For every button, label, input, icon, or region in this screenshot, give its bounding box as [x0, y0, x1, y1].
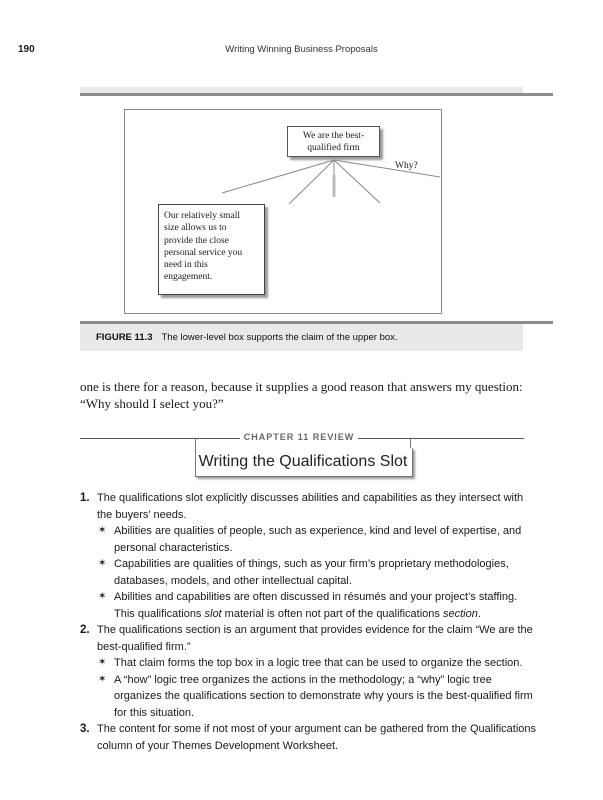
- sub-list-item: [97, 523, 540, 556]
- sub-list-item: [97, 672, 540, 722]
- list-item-number: 1.: [80, 492, 90, 504]
- list-item-text: The qualifications section is an argument that provides evidence for the claim “We are the best-qualified firm.”: [97, 624, 533, 653]
- emphasis-slot: slot: [204, 607, 222, 620]
- body-paragraph: one is there for a reason, because it supplies a good reason that answers my question: “Why should I select you?”: [80, 379, 523, 411]
- figure-top-rule: [80, 93, 553, 96]
- sub-list-text: A “how” logic tree organizes the actions in the methodology; a “why” logic tree organizes the qualifications section to demonstrate why yours is the best-qualified firm for this situation.: [114, 673, 533, 719]
- top-claim-line-1: We are the best-: [302, 131, 365, 141]
- review-box-side-left: [195, 438, 196, 448]
- supporting-line: provide the close: [164, 235, 229, 246]
- supporting-box: [158, 204, 265, 295]
- emphasis-section: section: [442, 607, 478, 620]
- sub-list-item: [97, 589, 540, 622]
- sub-list-text: That claim forms the top box in a logic tree that can be used to organize the section.: [114, 657, 523, 669]
- bullet-icon: ✶: [98, 558, 107, 569]
- running-head: Writing Winning Business Proposals: [225, 44, 378, 55]
- sub-text-part: Abilities and capabilities are often discussed in résumés and your project’s staffing. This qualifications: [114, 591, 518, 620]
- list-item-text: The content for some if not most of your argument can be gathered from the Qualifications column of your Themes Development Worksheet.: [97, 723, 537, 752]
- supporting-line: need in this: [164, 260, 208, 271]
- supporting-line: engagement.: [164, 272, 213, 283]
- list-item: [80, 622, 540, 721]
- sub-text-part: .: [477, 607, 481, 620]
- review-rule-right: [358, 438, 524, 439]
- supporting-line: size allows us to: [164, 223, 227, 234]
- caption-rule: [80, 321, 553, 324]
- list-item: [80, 721, 540, 754]
- figure-caption-label: FIGURE 11.3: [96, 332, 153, 343]
- top-claim-box: [287, 126, 380, 157]
- list-item-number: 2.: [80, 624, 90, 636]
- sub-list-item: [97, 655, 540, 672]
- bullet-icon: ✶: [98, 673, 107, 685]
- list-item-number: 3.: [80, 723, 90, 735]
- sub-list-text: [114, 591, 517, 620]
- sub-list-text: Capabilities are qualities of things, such as your firm’s proprietary methodologies, databases, models, and other intellectual capital.: [114, 558, 509, 587]
- review-title: Writing the Qualifications Slot: [198, 453, 408, 470]
- page-number: 190: [18, 44, 35, 55]
- sub-list-item: [97, 556, 540, 589]
- figure-caption-text: The lower-level box supports the claim of the upper box.: [161, 332, 398, 343]
- top-claim-line-2: qualified firm: [307, 142, 360, 153]
- bullet-icon: ✶: [98, 591, 107, 602]
- bullet-icon: ✶: [98, 657, 107, 668]
- figure-caption: [96, 332, 398, 343]
- list-item: [80, 490, 540, 622]
- sub-list-text: Abilities are qualities of people, such as experience, kind and level of expertise, and personal characteristics.: [114, 525, 522, 554]
- sub-text-part: material is often not part of the qualifications: [221, 607, 443, 620]
- list-item-text: The qualifications slot explicitly discusses abilities and capabilities as they intersect with the buyers’ needs.: [97, 492, 524, 521]
- supporting-line: Our relatively small: [164, 211, 240, 221]
- review-box-side-right: [410, 438, 411, 448]
- review-rule-left: [80, 438, 240, 439]
- why-label: Why?: [395, 161, 418, 171]
- supporting-line: personal service you: [164, 247, 243, 258]
- review-list: [80, 490, 540, 754]
- chapter-review-label: CHAPTER 11 REVIEW: [243, 432, 355, 442]
- bullet-icon: ✶: [98, 525, 107, 536]
